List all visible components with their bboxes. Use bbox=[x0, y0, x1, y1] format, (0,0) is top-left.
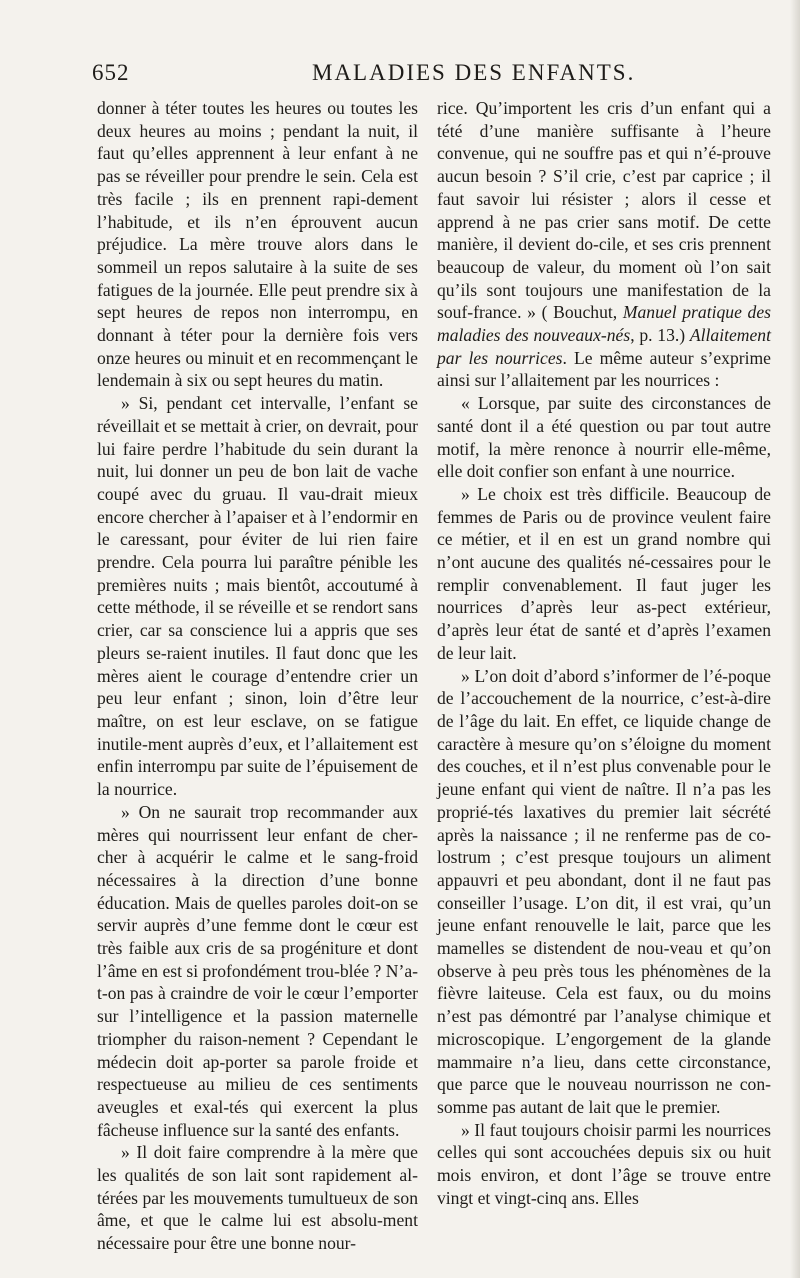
text-run: rice. Qu’importent les cris d’un enfant qui a tété d’une manière suffisante à l’heure convenue, qui ne souffre pas et qui n’é-prouve aucun besoin ? S’il crie, c’est par caprice ; il faut savoir lui résister ; alors il cesse et apprend à ne pas crier sans motif. De cette manière, il devient do-cile, et ses cris prennent beaucoup de valeur, du moment où l’on sait qu’ils sont toujours une manifestation de la souf-france. » ( Bouchut, bbox=[437, 98, 771, 323]
column-gutter bbox=[427, 97, 428, 1247]
page-header bbox=[92, 60, 792, 90]
running-title: MALADIES DES ENFANTS. bbox=[312, 60, 636, 85]
paragraph bbox=[437, 97, 771, 392]
left-column bbox=[97, 97, 418, 1255]
right-column bbox=[437, 97, 771, 1209]
paragraph: » Le choix est très difficile. Beaucoup de femmes de Paris ou de province veulent faire ce métier, et il en est un grand nombre qui n’ont aucune des qualités né-cessaires pour le remplir convenablement. Il faut juger les nourrices d’après leur as-pect extérieur, d’après leur état de santé et d’après l’examen de leur lait. bbox=[437, 483, 771, 663]
paragraph: » L’on doit d’abord s’informer de l’é-poque de l’accouchement de la nourrice, c’est-à-dire de l’âge du lait. En effet, ce liquide change de caractère à mesure qu’on s’éloigne du moment des couches, et il n’est plus convenable pour le jeune enfant qui vient de naître. Il n’a pas les proprié-tés laxatives du premier lait sécrété après la naissance ; il ne renferme pas de co-lostrum ; c’est presque toujours un aliment appauvri et peu abondant, dont il ne faut pas conseiller l’usage. L’on dit, il est vrai, qu’un jeune enfant renouvelle le lait, parce que les mamelles se distendent de nou-veau et qu’on observe à peu près tous les phénomènes de la fièvre laiteuse. Cela est faux, ou du moins n’est pas démontré par l’analyse chimique et microscopique. L’engorgement de la glande mammaire n’a lieu, dans cette circonstance, que parce que le nouveau nourrisson ne con-somme pas autant de lait que le premier. bbox=[437, 665, 771, 1117]
text-run: , p. 13.) bbox=[630, 325, 690, 346]
section-heading: Allaitement par les nourrices bbox=[437, 325, 771, 368]
paragraph: » On ne saurait trop recommander aux mères qui nourrissent leur enfant de cher-cher à acquérir le calme et le sang-froid nécessaires à la direction d’une bonne éducation. Mais de quelles paroles doit-on se servir auprès d’une femme dont le cœur est très faible aux cris de sa progéniture et dont l’âme en est si profondément trou-blée ? N’a-t-on pas à craindre de voir le cœur l’emporter sur l’intelligence et la passion maternelle triompher du raison-nement ? Cependant le médecin doit ap-porter sa parole froide et respectueuse au milieu de ces sentiments aveugles et exal-tés qui exercent la plus fâcheuse influence sur la santé des enfants. bbox=[97, 801, 418, 1140]
page-edge-shadow bbox=[790, 0, 800, 1278]
text-run: . Le même auteur s’exprime ainsi sur l’allaitement par les nourrices : bbox=[437, 347, 771, 391]
paragraph: » Il faut toujours choisir parmi les nourrices celles qui sont accouchées depuis six ou huit mois environ, et dont l’âge se trouve entre vingt et vingt-cinq ans. Elles bbox=[437, 1119, 771, 1208]
paragraph: » Il doit faire comprendre à la mère que les qualités de son lait sont rapidement al-térées par les mouvements tumultueux de son âme, et que le calme lui est absolu-ment nécessaire pour être une bonne nour- bbox=[97, 1142, 418, 1254]
paragraph: donner à téter toutes les heures ou toutes les deux heures au moins ; pendant la nuit, il faut qu’elles apprennent à leur enfant à ne pas se réveiller pour prendre le sein. Cela est très facile ; ils en prennent rapi-dement l’habitude, et ils n’en éprouvent aucun préjudice. La mère trouve alors dans le sommeil un repos salutaire à la suite de ses fatigues de la journée. Elle peut prendre six à sept heures de repos non interrompu, en donnant à téter pour la dernière fois vers onze heures ou minuit et en recommençant le lendemain à six ou sept heures du matin. bbox=[97, 98, 418, 391]
book-title: Manuel pratique des maladies des nouveaux-nés bbox=[437, 302, 771, 346]
page-number: 652 bbox=[92, 60, 130, 85]
paragraph: » Si, pendant cet intervalle, l’enfant se réveillait et se mettait à crier, on devrait, pour lui faire perdre l’habitude du sein durant la nuit, lui donner un peu de bon lait de vache coupé avec du gruau. Il vau-drait mieux encore chercher à l’apaiser et à l’endormir en le caressant, pour éviter de lui rien faire prendre. Cela pourra lui paraître pénible les premières nuits ; mais bientôt, accoutumé à cette méthode, il se réveille et se rendort sans crier, car sa conscience lui a appris que ses pleurs se-raient inutiles. Il faut donc que les mères aient le courage d’entendre crier un peu leur enfant ; sinon, loin d’être leur maître, on est leur esclave, on se fatigue inutile-ment auprès d’eux, et l’allaitement est enfin interrompu par suite de l’épuisement de la nourrice. bbox=[97, 393, 418, 800]
paragraph: « Lorsque, par suite des circonstances de santé dont il a été question ou par tout autre motif, la mère renonce à nourrir elle-même, elle doit confier son enfant à une nourrice. bbox=[437, 393, 771, 482]
